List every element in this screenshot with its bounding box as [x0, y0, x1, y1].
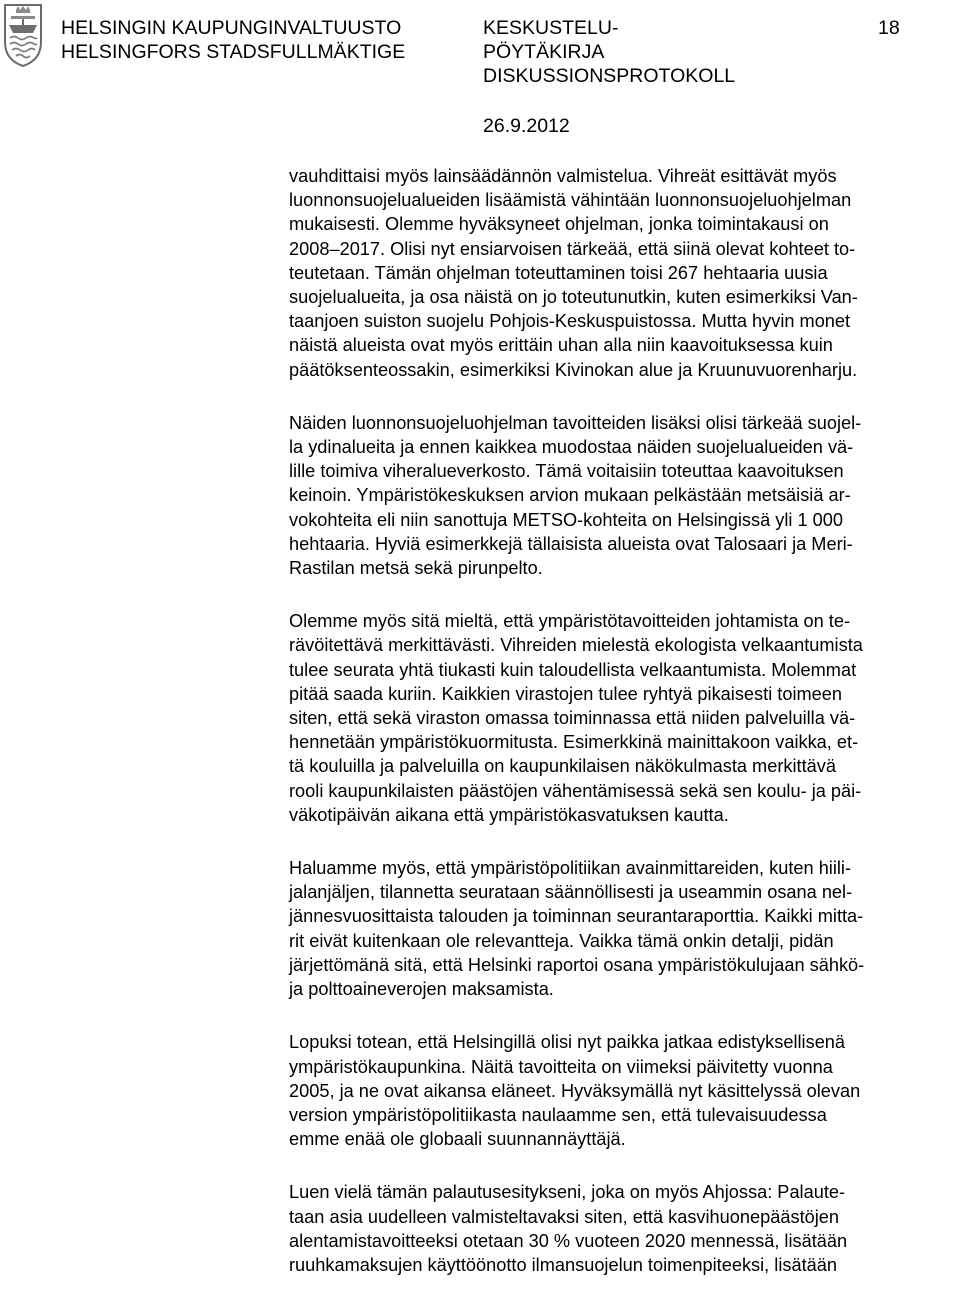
text-line: la ydinalueita ja ennen kaikkea muodostaa näiden suojelualueiden vä-	[289, 437, 854, 458]
text-line: luonnonsuojelualueiden lisäämistä vähintään luonnonsuojeluohjelman	[289, 190, 852, 211]
text-line: rooli kaupunkilaisten päästöjen vähentämisessä sekä sen koulu- ja päi-	[289, 780, 862, 801]
helsinki-crest-logo-icon	[2, 2, 44, 68]
text-line: jalanjäljen, tilannetta seurataan säännöllisesti ja useammin osana nel-	[289, 882, 853, 903]
text-line: Näiden luonnonsuojeluohjelman tavoitteiden lisäksi olisi tärkeää suojel-	[289, 412, 862, 433]
text-line: Rastilan metsä sekä pirunpelto.	[289, 558, 543, 579]
document-body	[289, 164, 943, 1306]
document-type-line-1: KESKUSTELU-	[483, 17, 619, 39]
organization-name	[61, 16, 405, 64]
text-line: väkotipäivän aikana että ympäristökasvatuksen kautta.	[289, 804, 729, 825]
body-paragraph	[289, 164, 943, 382]
text-line: siten, että sekä viraston omassa toiminnassa että niiden palveluilla vä-	[289, 708, 856, 729]
document-type	[483, 16, 735, 88]
text-line: ruuhkamaksujen käyttöönotto ilmansuojelun toimenpiteeksi, lisätään	[289, 1254, 837, 1275]
document-header	[0, 0, 960, 150]
text-line: mukaisesti. Olemme hyväksyneet ohjelman, jonka toimintakausi on	[289, 214, 829, 235]
text-line: näistä alueista ovat myös erittäin uhan alla niin kaavoituksessa kuin	[289, 335, 833, 356]
text-line: pitää saada kuriin. Kaikkien virastojen tulee ryhtyä pikaisesti toimeen	[289, 683, 842, 704]
text-line: emme enää ole globaali suunnannäyttäjä.	[289, 1129, 626, 1150]
organization-name-finnish: HELSINGIN KAUPUNGINVALTUUSTO	[61, 17, 402, 39]
text-line: alentamistavoitteeksi otetaan 30 % vuoteen 2020 mennessä, lisätään	[289, 1230, 848, 1251]
text-line: ja polttoaineverojen maksamista.	[289, 979, 554, 1000]
text-line: vauhdittaisi myös lainsäädännön valmistelua. Vihreät esittävät myös	[289, 166, 837, 186]
text-line: jännesvuosittaista talouden ja toiminnan seurantaraporttia. Kaikki mitta-	[289, 906, 864, 927]
text-line: hehtaaria. Hyviä esimerkkejä tällaisista alueista ovat Talosaari ja Meri-	[289, 533, 853, 554]
text-line: tulee seurata yhtä tiukasti kuin taloudellista velkaantumista. Molemmat	[289, 659, 857, 680]
text-line: Lopuksi totean, että Helsingillä olisi nyt paikka jatkaa edistyksellisenä	[289, 1032, 846, 1053]
text-line: Haluamme myös, että ympäristöpolitiikan avainmittareiden, kuten hiili-	[289, 858, 852, 879]
text-line: tä kouluilla ja palveluilla on kaupunkilaisen näkökulmasta merkittävä	[289, 756, 836, 777]
body-paragraph	[289, 1030, 943, 1151]
page-number: 18	[878, 17, 900, 39]
organization-name-swedish: HELSINGFORS STADSFULLMÄKTIGE	[61, 41, 406, 63]
text-line: 2005, ja ne ovat aikansa eläneet. Hyväksymällä nyt käsittelyssä olevan	[289, 1080, 861, 1101]
text-line: taan asia uudelleen valmisteltavaksi siten, että kasvihuonepäästöjen	[289, 1206, 840, 1227]
text-line: suojelualueita, ja osa näistä on jo toteutunutkin, kuten esimerkiksi Van-	[289, 287, 858, 308]
text-line: järjettömänä sitä, että Helsinki raportoi osana ympäristökulujaan sähkö-	[289, 954, 865, 975]
text-line: Olemme myös sitä mieltä, että ympäristötavoitteiden johtamista on te-	[289, 611, 851, 632]
document-type-line-2: PÖYTÄKIRJA	[483, 41, 605, 63]
text-line: Luen vielä tämän palautusesitykseni, joka on myös Ahjossa: Palaute-	[289, 1182, 846, 1203]
body-paragraph	[289, 609, 943, 827]
text-line: vokohteita eli niin sanottuja METSO-kohteita on Helsingissä yli 1 000	[289, 509, 843, 530]
body-paragraph	[289, 411, 943, 580]
body-paragraph	[289, 856, 943, 1001]
text-line: teutetaan. Tämän ohjelman toteuttaminen toisi 267 hehtaaria uusia	[289, 262, 828, 283]
text-line: taanjoen suiston suojelu Pohjois-Keskuspuistossa. Mutta hyvin monet	[289, 311, 851, 332]
document-type-line-3: DISKUSSIONSPROTOKOLL	[483, 65, 736, 87]
text-line: rit eivät kuitenkaan ole relevantteja. Vaikka tämä onkin detalji, pidän	[289, 930, 834, 951]
text-line: rävöitettävä merkittävästi. Vihreiden mielestä ekologista velkaantumista	[289, 635, 863, 656]
text-line: hennetään ympäristökuormitusta. Esimerkkinä mainittakoon vaikka, et-	[289, 732, 859, 753]
text-line: päätöksenteossakin, esimerkiksi Kivinokan alue ja Kruunuvuorenharju.	[289, 359, 858, 380]
text-line: lille toimiva viheralueverkosto. Tämä voitaisiin toteuttaa kaavoituksen	[289, 461, 844, 482]
text-line: ympäristökaupunkina. Näitä tavoitteita on viimeksi päivitetty vuonna	[289, 1056, 833, 1077]
text-line: keinoin. Ympäristökeskuksen arvion mukaan pelkästään metsäisiä ar-	[289, 485, 851, 506]
text-line: 2008–2017. Olisi nyt ensiarvoisen tärkeää, että siinä olevat kohteet to-	[289, 238, 856, 259]
body-paragraph	[289, 1180, 943, 1277]
meeting-date: 26.9.2012	[483, 115, 570, 137]
text-line: version ympäristöpolitiikasta naulaamme sen, että tulevaisuudessa	[289, 1104, 827, 1125]
